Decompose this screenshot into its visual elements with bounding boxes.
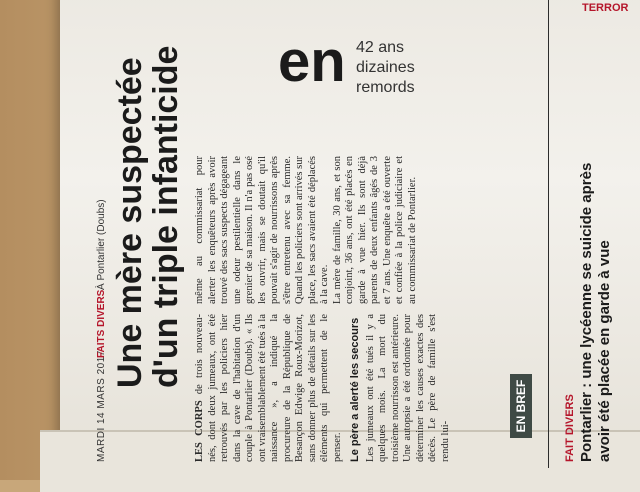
- en-bref-banner: EN BREF: [510, 374, 532, 438]
- subheading: Le père a alerté les secours: [349, 317, 361, 462]
- adjacent-snippets: [356, 38, 415, 98]
- snippet-1: 42 ans: [356, 39, 405, 56]
- article-column-1: [194, 314, 452, 462]
- col1-text-2: Les jumeaux ont été tués il y a quelques mois. La mort du troisième nourrisson est antérieure. Une autopsie a été ordonnée pour déterminer les causes exactes des décès. Le père de famille s'est rendu lui-: [364, 314, 451, 462]
- article-column-2: [194, 156, 419, 304]
- col1-text: de trois nouveau-nés, dont deux jumeaux, ont été retrouvés par les policiers hier dans la cave de l'habitation d'un couple à Pontarlier (Doubs). « Ils ont vraisemblablement été tués à la naissance », a indiqué la procureure de la République de Besançon Edwige Roux-Morizot, sans donner plus de détails sur les éléments qui permettent de le penser.: [194, 314, 343, 462]
- folio-date: MARDI 14 MARS 2017: [96, 350, 107, 462]
- article-location: À Pontarlier (Doubs): [96, 199, 107, 290]
- adjacent-article-strip: [576, 0, 640, 480]
- rubric-faits-divers: FAITS DIVERS: [96, 289, 107, 358]
- snippet-3: remords: [356, 79, 415, 96]
- col2-text-2: La mère de famille, 30 ans, et son conjoint, 36 ans, ont été placés en garde à vue hier. Ils sont déjà parents de deux enfants âgés de 3 et 7 ans. Une enquête a été ouverte et confiée à la police judiciaire et au commissariat de Pontarlier.: [331, 156, 418, 304]
- snippet-2: dizaines: [356, 59, 415, 76]
- col2-text: même au commissariat pour alerter les enquêteurs après avoir trouvé des sacs suspects dégageant une odeur pestilentielle dans le grenier de sa maison. Il n'a pas osé les ouvrir, mais se doutait qu'il pouvait s'agir de nourrissons après s'être entretenu avec sa femme. Quand les policiers sont arrivés sur place, les sacs avaient été déplacés à la cave.: [194, 156, 330, 304]
- divider-line: [548, 0, 549, 468]
- lead-words: LES CORPS: [194, 400, 205, 462]
- adjacent-headline-word: en: [278, 29, 346, 94]
- terror-rubric: TERROR: [582, 2, 629, 14]
- brief-rubric: FAIT DIVERS: [564, 394, 576, 462]
- article-headline: Une mère suspectée d'un triple infanticide: [111, 45, 185, 388]
- brief-headline: Pontarlier : une lycéenne se suicide après avoir été placée en garde à vue: [578, 162, 613, 462]
